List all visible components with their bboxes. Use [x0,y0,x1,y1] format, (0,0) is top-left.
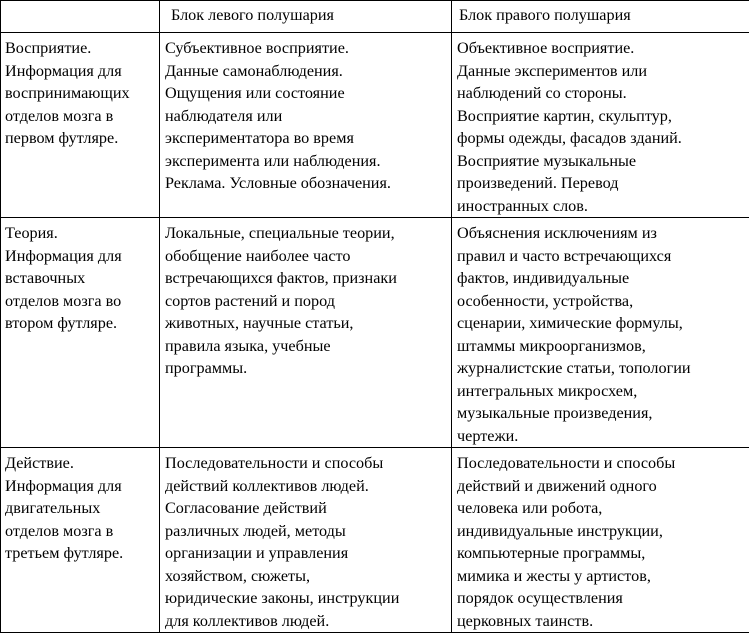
header-cell-left-hemisphere [160,1,452,33]
cell-text-line: встречающихся фактов, признаки [165,267,447,290]
cell-text-line: Последовательности и способы [165,452,447,475]
table-row [1,218,749,448]
cell-text-line: юридические законы, инструкции [165,587,447,610]
cell-text-line: Восприятие картин, скульптур, [457,105,745,128]
header-right-label: Блок правого полушария [457,4,745,27]
cell-text-line: индивидуальные инструкции, [457,520,745,543]
right-hemisphere-cell [452,448,749,633]
cell-text-line: Ощущения или состояние [165,82,447,105]
cell-text-line: правила языка, учебные [165,335,447,358]
cell-text-line: иностранных слов. [457,195,745,218]
left-hemisphere-cell [160,448,452,633]
cell-text-line: действий и движений одного [457,475,745,498]
header-left-label: Блок левого полушария [165,4,447,27]
cell-text-line: журналистские статьи, топологии [457,357,745,380]
row-label-cell [1,448,160,633]
header-cell-right-hemisphere [452,1,749,33]
cell-text-line: Данные экспериментов или [457,60,745,83]
cell-text-line: Действие. [5,452,155,475]
cell-text-line: Восприятие музыкальные [457,150,745,173]
cell-text-line: животных, научные статьи, [165,312,447,335]
cell-text-line: экспериментатора во время [165,127,447,150]
cell-text-line: Реклама. Условные обозначения. [165,172,447,195]
cell-text-line: интегральных микросхем, [457,380,745,403]
cell-text-line: фактов, индивидуальные [457,267,745,290]
cell-text-line: правил и часто встречающихся [457,245,745,268]
table-row [1,448,749,633]
cell-text-line: произведений. Перевод [457,172,745,195]
right-hemisphere-cell [452,218,749,448]
cell-text-line: двигательных [5,497,155,520]
header-cell-empty [1,1,160,33]
cell-text-line: Информация для [5,60,155,83]
cell-text-line: эксперимента или наблюдения. [165,150,447,173]
cell-text-line: наблюдателя или [165,105,447,128]
table-header-row [1,1,749,33]
cell-text-line: человека или робота, [457,497,745,520]
cell-text-line: штаммы микроорганизмов, [457,335,745,358]
cell-text-line: чертежи. [457,425,745,448]
cell-text-line: наблюдений со стороны. [457,82,745,105]
cell-text-line: для коллективов людей. [165,610,447,633]
cell-text-line: организации и управления [165,542,447,565]
row-label-cell [1,218,160,448]
table-row [1,33,749,218]
cell-text-line: Объяснения исключениям из [457,222,745,245]
cell-text-line: программы. [165,357,447,380]
cell-text-line: церковных таинств. [457,610,745,633]
cell-text-line: Субъективное восприятие. [165,37,447,60]
left-hemisphere-cell [160,218,452,448]
cell-text-line: Согласование действий [165,497,447,520]
cell-text-line: действий коллективов людей. [165,475,447,498]
cell-text-line: вставочных [5,267,155,290]
cell-text-line: втором футляре. [5,312,155,335]
cell-text-line: Информация для [5,475,155,498]
cell-text-line: сортов растений и пород [165,290,447,313]
cell-text-line: Теория. [5,222,155,245]
cell-text-line: особенности, устройства, [457,290,745,313]
cell-text-line: Восприятие. [5,37,155,60]
cell-text-line: отделов мозга во [5,290,155,313]
cell-text-line: Последовательности и способы [457,452,745,475]
cell-text-line: Информация для [5,245,155,268]
cell-text-line: отделов мозга в [5,105,155,128]
row-label-cell [1,33,160,218]
cell-text-line: различных людей, методы [165,520,447,543]
cell-text-line: компьютерные программы, [457,542,745,565]
cell-text-line: мимика и жесты у артистов, [457,565,745,588]
cell-text-line: Данные самонаблюдения. [165,60,447,83]
cell-text-line: музыкальные произведения, [457,402,745,425]
cell-text-line: воспринимающих [5,82,155,105]
cell-text-line: обобщение наиболее часто [165,245,447,268]
cell-text-line: отделов мозга в [5,520,155,543]
cell-text-line: Объективное восприятие. [457,37,745,60]
cell-text-line: хозяйством, сюжеты, [165,565,447,588]
cell-text-line: порядок осуществления [457,587,745,610]
cell-text-line: формы одежды, фасадов зданий. [457,127,745,150]
cell-text-line: сценарии, химические формулы, [457,312,745,335]
cell-text-line: третьем футляре. [5,542,155,565]
right-hemisphere-cell [452,33,749,218]
cell-text-line: первом футляре. [5,127,155,150]
left-hemisphere-cell [160,33,452,218]
cell-text-line: Локальные, специальные теории, [165,222,447,245]
